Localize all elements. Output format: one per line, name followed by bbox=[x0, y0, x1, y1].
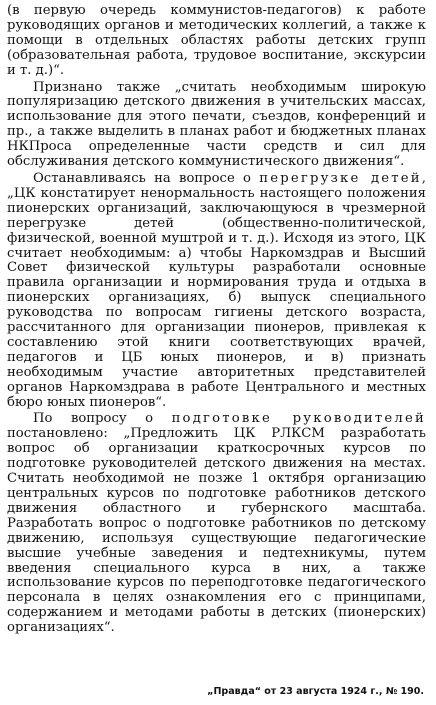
paragraph-3-spaced-term: перегрузке детей bbox=[259, 170, 422, 186]
paragraph-4-body: постановлено: „Предложить ЦК РЛКСМ разработать вопрос об организации краткосрочных курсов по подготовке руководителей детского движения на местах. Считать необходимой не позже 1 октября организацию центральных курсов по подготовке работников детского движения областного и губернского масштаба. Разработать вопрос о подготовке работников по детскому движению, используя существующие педагогические высшие учебные заведения и педтехникумы, путем введения специального курса в них, а также использование курсов по переподготовке педагогического персонала в целях ознакомления его с принципами, содержанием и методами работы в детских (пионерских) организациях“. bbox=[7, 426, 426, 636]
paragraph-1: (в первую очередь коммунистов-педагогов) к работе руководящих органов и методических коллегий, а также к помощи в отдельных областях работы детских групп (образовательная работа, трудовое воспитание, экскурсии и т. д.)“. bbox=[7, 3, 426, 78]
paragraph-4-spaced-term: подготовке руководителей bbox=[171, 411, 426, 427]
paragraph-4 bbox=[7, 412, 426, 636]
paragraph-3-lead: Останавливаясь на вопросе о bbox=[33, 170, 260, 186]
paragraph-3 bbox=[7, 172, 426, 411]
paragraph-3-body: , „ЦК констатирует ненормальность настоящего положения пионерских организаций, заключающуюся в чрезмерной перегрузке детей (общественно-политической, физической, военной муштрой и т. д.). Исходя из этого, ЦК считает необходимым: а) чтобы Наркомздрав и Высший Совет физической культуры разработали основные правила организации и нормирования труда и отдыха в пионерских организациях, б) выпуск специального руководства по вопросам гигиены детского возраста, рассчитанного для организации пионеров, привлекая к составлению этой книги соответствующих врачей, педагогов и ЦБ юных пионеров, и в) признать необходимым участие авторитетных представителей органов Наркомздрава в работе Центрального и местных бюро юных пионеров“. bbox=[7, 170, 426, 410]
paragraph-4-lead: По вопросу о bbox=[33, 411, 172, 427]
paragraph-2: Признано также „считать необходимым широкую популяризацию детского движения в учительских массах, использование для этого печати, съездов, конференций и пр., а также выделить в планах работ и бюджетных планах НКПроса определенные части средств и сил для обслуживания детского коммунистического движения“. bbox=[7, 79, 426, 170]
source-citation: „Правда“ от 23 августа 1924 г., № 190. bbox=[207, 686, 424, 697]
